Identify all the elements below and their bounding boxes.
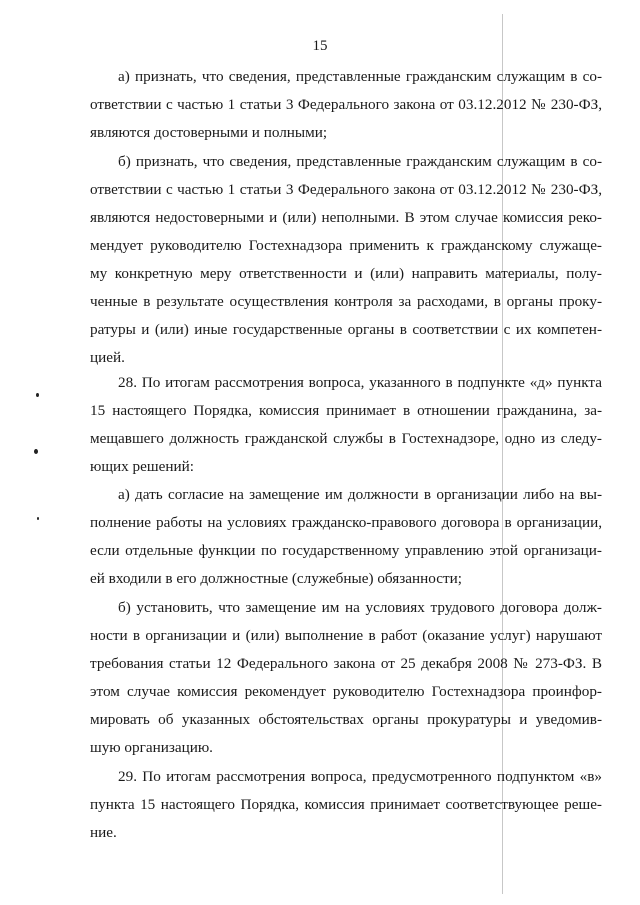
text-line: полнение работы на условиях гражданско-правового договора в организации,: [90, 514, 602, 531]
text-line: ответствии с частью 1 статьи 3 Федерального закона от 03.12.2012 № 230-ФЗ,: [90, 181, 602, 198]
paragraph-a-first: [90, 63, 602, 147]
text-line: если отдельные функции по государственному управлению этой организаци-: [90, 542, 602, 559]
text-line: пункта 15 настоящего Порядка, комиссия принимает соответствующее реше-: [90, 796, 602, 813]
text-line: ние.: [90, 824, 117, 841]
paragraph-28: [90, 369, 602, 481]
paragraph-a-second: [90, 481, 602, 593]
text-line: ответствии с частью 1 статьи 3 Федерального закона от 03.12.2012 № 230-ФЗ,: [90, 96, 602, 113]
text-line: являются достоверными и полными;: [90, 124, 328, 141]
text-line: являются недостоверными и (или) неполными. В этом случае комиссия реко-: [90, 209, 602, 226]
text-line: мендует руководителю Гостехнадзора применить к гражданскому служаще-: [90, 237, 602, 254]
text-line: 15 настоящего Порядка, комиссия принимает в отношении гражданина, за-: [90, 402, 602, 419]
text-line: шую организацию.: [90, 739, 213, 756]
text-line: ей входили в его должностные (служебные) обязанности;: [90, 570, 462, 587]
text-line: цией.: [90, 349, 125, 366]
paragraph-29: [90, 763, 602, 847]
text-line: ющих решений:: [90, 458, 194, 475]
text-line: 28. По итогам рассмотрения вопроса, указанного в подпункте «д» пункта: [118, 374, 602, 391]
text-line: ности в организации и (или) выполнение в работ (оказание услуг) нарушают: [90, 627, 602, 644]
scan-speck: [37, 517, 39, 520]
text-line: требования статьи 12 Федерального закона от 25 декабря 2008 № 273-ФЗ. В: [90, 655, 602, 672]
text-line: му конкретную меру ответственности и (или) направить материалы, полу-: [90, 265, 602, 282]
text-line: б) установить, что замещение им на условиях трудового договора долж-: [118, 599, 602, 616]
text-line: 29. По итогам рассмотрения вопроса, предусмотренного подпунктом «в»: [118, 768, 602, 785]
paragraph-b-first: [90, 148, 602, 372]
text-line: мещавшего должность гражданской службы в Гостехнадзоре, одно из следу-: [90, 430, 602, 447]
paragraph-b-second: [90, 594, 602, 762]
text-line: этом случае комиссия рекомендует руководителю Гостехнадзора проинфор-: [90, 683, 602, 700]
text-line: ченные в результате осуществления контроля за расходами, в органы проку-: [90, 293, 602, 310]
scan-speck: [36, 393, 39, 397]
text-line: б) признать, что сведения, представленные гражданским служащим в со-: [118, 153, 602, 170]
text-line: а) дать согласие на замещение им должности в организации либо на вы-: [118, 486, 602, 503]
text-line: а) признать, что сведения, представленные гражданским служащим в со-: [118, 68, 602, 85]
text-line: мировать об указанных обстоятельствах органы прокуратуры и уведомив-: [90, 711, 602, 728]
text-line: ратуры и (или) иные государственные органы в соответствии с их компетен-: [90, 321, 602, 338]
page-number: 15: [312, 38, 328, 54]
scan-speck: [34, 449, 38, 454]
